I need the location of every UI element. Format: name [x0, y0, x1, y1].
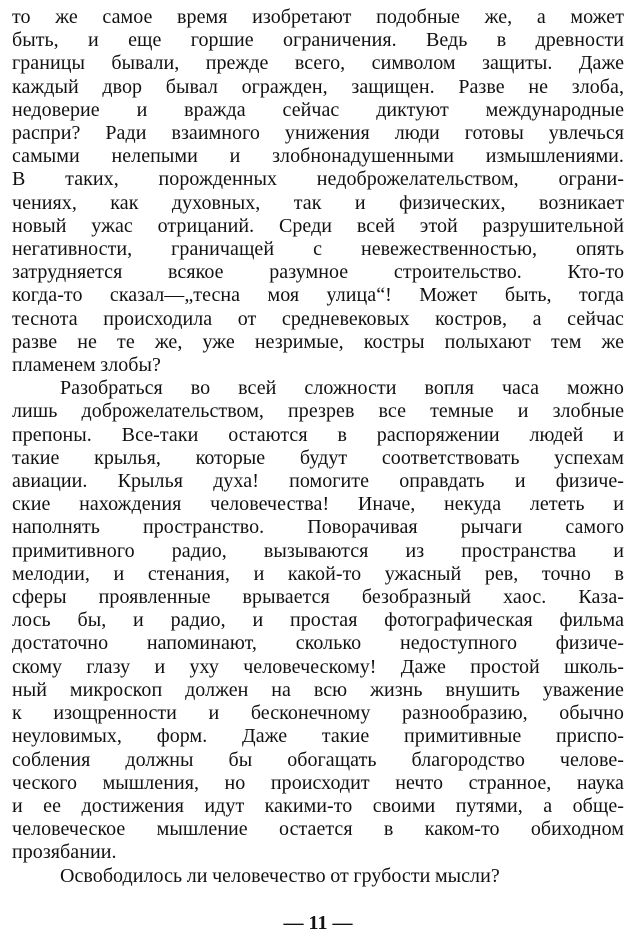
text-line: сферы проявленные врывается безобразный хаос. Каза-	[12, 586, 624, 609]
paragraph	[12, 865, 624, 888]
text-line: ный микроскоп должен на всю жизнь внушить уважение	[12, 678, 624, 701]
text-line: пламенем злобы?	[12, 354, 161, 377]
page-number: — 11 —	[283, 912, 353, 934]
text-line: самыми нелепыми и злобнонадушенными измышлениями.	[12, 145, 624, 168]
text-line: негативности, граничащей с невежественностью, опять	[12, 238, 624, 261]
text-line: неуловимых, форм. Даже такие примитивные приспо-	[12, 725, 624, 748]
text-line: границы бывали, прежде всего, символом защиты. Даже	[12, 52, 624, 75]
text-line: каждый двор бывал огражден, защищен. Разве не злоба,	[12, 75, 624, 98]
text-line: скому глазу и уху человеческому! Даже простой школь-	[12, 655, 624, 678]
text-line: Освободилось ли человечество от грубости мысли?	[60, 864, 500, 887]
text-line: чениях, как духовных, так и физических, возникает	[12, 191, 624, 214]
text-line: ческого мышления, но происходит нечто странное, наука	[12, 771, 624, 794]
text-line: ские нахождения человечества! Иначе, некуда лететь и	[12, 493, 624, 516]
text-line: наполнять пространство. Поворачивая рычаги самого	[12, 516, 624, 539]
body-text	[12, 6, 624, 888]
text-line: затрудняется всякое разумное строительство. Кто-то	[12, 261, 624, 284]
text-line: авиации. Крылья духа! помогите оправдать и физиче-	[12, 470, 624, 493]
text-line: прозябании.	[12, 841, 117, 864]
text-line: Разобраться во всей сложности вопля часа можно	[60, 377, 624, 400]
text-line: такие крылья, которые будут соответствовать успехам	[12, 446, 624, 469]
text-line: и ее достижения идут какими-то своими путями, а обще-	[12, 794, 624, 817]
text-line: новый ужас отрицаний. Среди всей этой разрушительной	[12, 214, 624, 237]
text-line: распри? Ради взаимного унижения люди готовы увлечься	[12, 122, 624, 145]
text-line: препоны. Все-таки остаются в распоряжении людей и	[12, 423, 624, 446]
text-line: собления должны бы обогащать благородство челове-	[12, 748, 624, 771]
text-line: В таких, порожденных недоброжелательством, ограни-	[12, 168, 624, 191]
text-line: когда-то сказал—„тесна моя улица“! Может быть, тогда	[12, 284, 624, 307]
text-line: то же самое время изобретают подобные же, а может	[12, 6, 624, 28]
text-line: достаточно напоминают, сколько недоступного физиче-	[12, 632, 624, 655]
text-line: недоверие и вражда сейчас диктуют международные	[12, 98, 624, 121]
book-page	[12, 6, 624, 934]
paragraph	[12, 377, 624, 864]
text-line: человеческое мышление остается в каком-то обиходном	[12, 818, 624, 841]
text-line: к изощренности и бесконечному разнообразию, обычно	[12, 702, 624, 725]
text-line: мелодии, и стенания, и какой-то ужасный рев, точно в	[12, 562, 624, 585]
paragraph	[12, 6, 624, 377]
text-line: лось бы, и радио, и простая фотографическая фильма	[12, 609, 624, 632]
text-line: примитивного радио, вызываются из пространства и	[12, 539, 624, 562]
text-line: быть, и еще горшие ограничения. Ведь в древности	[12, 29, 624, 52]
text-line: лишь доброжелательством, презрев все темные и злобные	[12, 400, 624, 423]
text-line: теснота происходила от средневековых костров, а сейчас	[12, 307, 624, 330]
text-line: разве не те же, уже незримые, костры полыхают тем же	[12, 330, 624, 353]
